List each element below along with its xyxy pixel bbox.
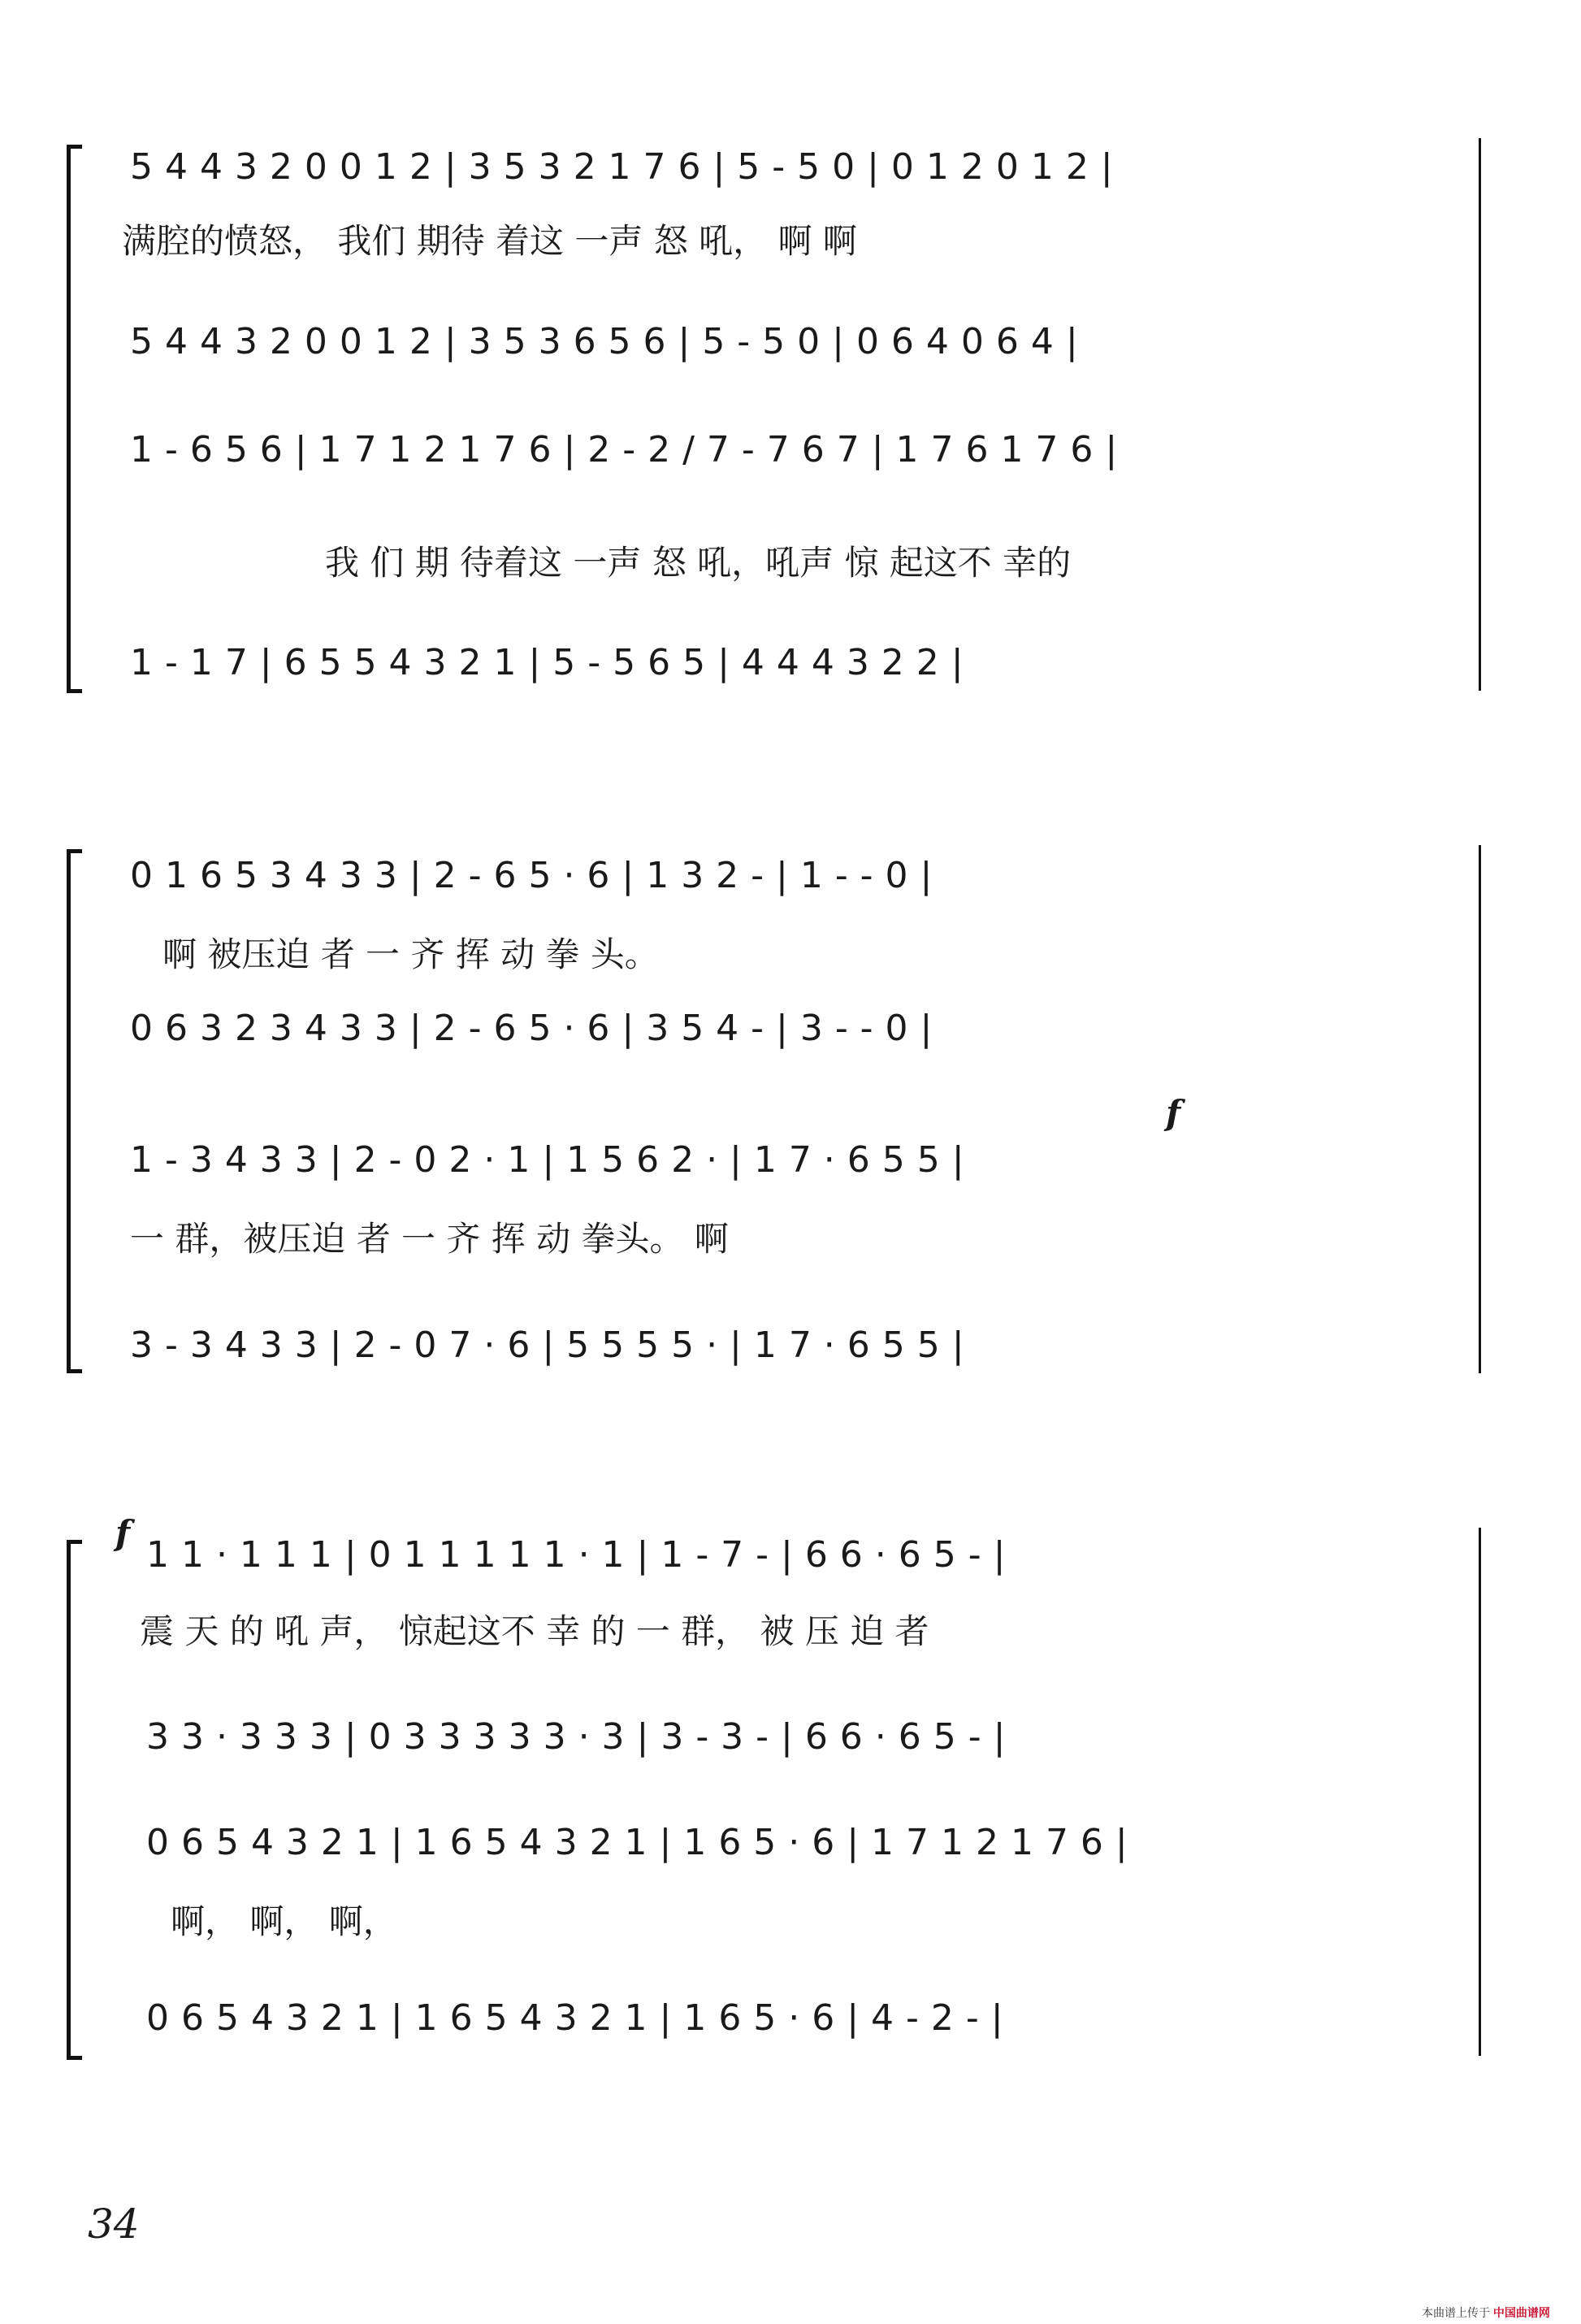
credit-site: 中国曲谱网 (1492, 2306, 1550, 2319)
system-3-lyrics-2: 啊， 啊， 啊， (171, 1901, 397, 1941)
system-2-tenor-notes: 1 - 3 4 3 3 | 2 - 0 2 · 1 | 1 5 6 2 · | 1 7 · 6 5 5 | (130, 1139, 965, 1181)
system-3-brace (67, 1540, 82, 2060)
system-2-dynamic-forte: f (1166, 1093, 1181, 1133)
system-2-brace (67, 849, 82, 1373)
system-3-lyrics-1: 震 天 的 吼 声， 惊起这不 幸 的 一 群， 被 压 迫 者 (140, 1611, 929, 1651)
system-1-alto-notes: 5 4 4 3 2 0 0 1 2 | 3 5 3 6 5 6 | 5 - 5 0 | 0 6 4 0 6 4 | (130, 321, 1079, 362)
system-2-lyrics-1: 啊 被压迫 者 一 齐 挥 动 拳 头。 (162, 934, 659, 974)
system-1-bass-notes: 1 - 1 7 | 6 5 5 4 3 2 1 | 5 - 5 6 5 | 4 4 4 3 2 2 | (130, 642, 964, 683)
system-3-alto-notes: 3 3 · 3 3 3 | 0 3 3 3 3 3 · 3 | 3 - 3 - | 6 6 · 6 5 - | (146, 1716, 1006, 1758)
system-1-lyrics-2: 我 们 期 待着这 一声 怒 吼，吼声 惊 起这不 幸的 (325, 543, 1072, 583)
system-1-end-bar (1479, 138, 1481, 691)
system-2-lyrics-2: 一 群，被压迫 者 一 齐 挥 动 拳头。 啊 (130, 1219, 729, 1259)
system-2-end-bar (1479, 845, 1481, 1373)
system-1-brace (67, 145, 82, 693)
system-2-bass-notes: 3 - 3 4 3 3 | 2 - 0 7 · 6 | 5 5 5 5 · | 1 7 · 6 5 5 | (130, 1325, 965, 1366)
page-number: 34 (88, 2200, 140, 2248)
system-3-tenor-notes: 0 6 5 4 3 2 1 | 1 6 5 4 3 2 1 | 1 6 5 · 6 | 1 7 1 2 1 7 6 | (146, 1822, 1128, 1863)
credit-text: 本曲谱上传于 (1422, 2306, 1490, 2319)
system-1-tenor-notes: 1 - 6 5 6 | 1 7 1 2 1 7 6 | 2 - 2 / 7 - 7 6 7 | 1 7 6 1 7 6 | (130, 429, 1118, 470)
system-3-soprano-notes: 1 1 · 1 1 1 | 0 1 1 1 1 1 · 1 | 1 - 7 - | 6 6 · 6 5 - | (146, 1534, 1006, 1576)
system-2-alto-notes: 0 6 3 2 3 4 3 3 | 2 - 6 5 · 6 | 3 5 4 - | 3 - - 0 | (130, 1008, 933, 1049)
system-1-lyrics-1: 满腔的愤怒， 我们 期待 着这 一声 怒 吼， 啊 啊 (122, 221, 857, 261)
upload-credit (1422, 2304, 1550, 2321)
system-3-end-bar (1479, 1528, 1481, 2056)
system-2-soprano-notes: 0 1 6 5 3 4 3 3 | 2 - 6 5 · 6 | 1 3 2 - | 1 - - 0 | (130, 855, 933, 896)
system-3-dynamic-forte: f (115, 1513, 131, 1553)
system-1-soprano-notes: 5 4 4 3 2 0 0 1 2 | 3 5 3 2 1 7 6 | 5 - 5 0 | 0 1 2 0 1 2 | (130, 146, 1114, 188)
system-3-bass-notes: 0 6 5 4 3 2 1 | 1 6 5 4 3 2 1 | 1 6 5 · 6 | 4 - 2 - | (146, 1997, 1004, 2039)
